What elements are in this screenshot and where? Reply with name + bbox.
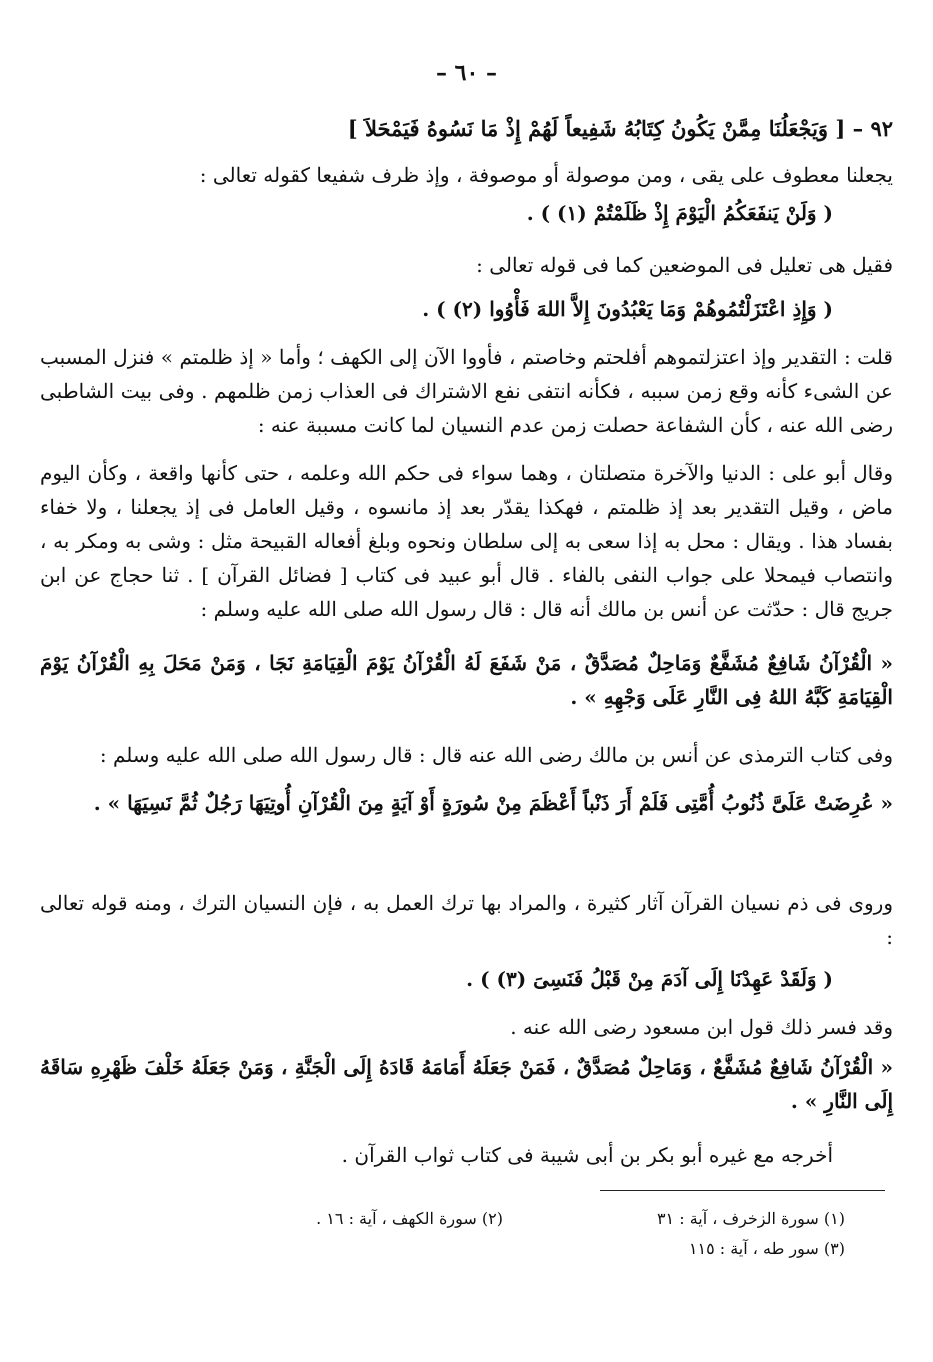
footnote-1: (١) سورة الزخرف ، آية : ٣١: [656, 1209, 845, 1228]
footnote-3: (٣) سور طه ، آية : ١١٥: [688, 1239, 845, 1258]
paragraph-5: وفى كتاب الترمذى عن أنس بن مالك رضى الله عنه قال : قال رسول الله صلى الله عليه وسلم :: [99, 743, 893, 767]
paragraph-4: وقال أبو على : الدنيا والآخرة متصلتان ، وهما سواء فى حكم الله وعلمه ، حتى كأنها واقعة ، وكأن اليوم ماض ، وقيل التقدير بعد إذ ظلمتم ، فهكذا يقدّر بعد إذ مانسوه ، وقيل العامل فى إذ يجعلنا ، ولا خفاء بفساد هذا . ويقال : محل به إذا سعى به إلى سلطان ونحوه وبلغ أفعاله القبيحة مثل : وشى به ومكر به ، وانتصاب فيمحلا على جواب النفى بالفاء . قال أبو عبيد فى كتاب [ فضائل القرآن ] . ثنا حجاج عن ابن جريج قال : حدّثت عن أنس بن مالك أنه قال : قال رسول الله صلى الله عليه وسلم :: [40, 461, 893, 621]
quran-verse-2: ( وَإِذِ اعْتَزَلْتُمُوهُمْ وَمَا يَعْبُدُونَ إِلاَّ اللهَ فَأْوُوا (٢) ) .: [422, 297, 833, 321]
paragraph-7: وقد فسر ذلك قول ابن مسعود رضى الله عنه .: [510, 1015, 893, 1039]
paragraph-8: أخرجه مع غيره أبو بكر بن أبى شيبة فى كتاب ثواب القرآن .: [341, 1143, 833, 1167]
hadith-1: « الْقُرْآنُ شَافِعٌ مُشَفَّعٌ وَمَاحِلٌ مُصَدَّقٌ ، مَنْ شَفَعَ لَهُ الْقُرْآنُ يَوْمَ الْقِيَامَةِ نَجَا ، وَمَنْ مَحَلَ بِهِ الْقُرْآنُ يَوْمَ الْقِيَامَةِ كَبَّهُ اللهُ فِى النَّارِ عَلَى وَجْهِهِ » .: [40, 651, 893, 709]
footnote-2: (٢) سورة الكهف ، آية : ١٦ .: [316, 1209, 503, 1228]
hadith-2: « عُرِضَتْ عَلَىَّ ذُنُوبُ أُمَّتِى فَلَمْ أَرَ ذَنْباً أَعْظَمَ مِنْ سُورَةٍ أَوْ آيَةٍ مِنَ الْقُرْآنِ أُوتِيَهَا رَجُلٌ ثُمَّ نَسِيَهَا » .: [93, 791, 893, 815]
quran-verse-1: ( وَلَنْ يَنفَعَكُمُ الْيَوْمَ إِذْ ظَلَمْتُمْ (١) ) .: [526, 201, 833, 225]
page-number: – ٦٠ –: [436, 60, 497, 86]
hadith-3: « الْقُرْآنُ شَافِعٌ مُشَفَّعٌ ، وَمَاحِلٌ مُصَدَّقٌ ، فَمَنْ جَعَلَهُ أَمَامَهُ قَادَهُ إِلَى الْجَنَّةِ ، وَمَنْ جَعَلَهُ خَلْفَ ظَهْرِهِ سَاقَهُ إِلَى النَّارِ » .: [40, 1055, 893, 1113]
paragraph-2: فقيل هى تعليل فى الموضعين كما فى قوله تعالى :: [476, 253, 893, 277]
quran-verse-3: ( وَلَقَدْ عَهِدْنَا إِلَى آدَمَ مِنْ قَبْلُ فَنَسِىَ (٣) ) .: [466, 967, 833, 991]
paragraph-1: يجعلنا معطوف على يقى ، ومن موصولة أو موصوفة ، وإذ ظرف شفيعا كقوله تعالى :: [199, 163, 893, 187]
verse-heading: ٩٢ – [ وَيَجْعَلُنَا مِمَّنْ يَكُونُ كِتَابُهُ شَفِيعاً لَهُمْ إِذْ مَا نَسُوهُ فَيَمْحَلاَ ]: [347, 116, 893, 141]
footnote-divider: [600, 1190, 885, 1191]
paragraph-3: قلت : التقدير وإذ اعتزلتموهم أفلحتم وخاصتم ، فأووا الآن إلى الكهف ؛ وأما « إذ ظلمتم » فنزل المسبب عن الشىء كأنه وقع زمن سببه ، فكأنه انتفى نفع الاشتراك فى العذاب زمن ظلمهم . وفى بيت الشاطبى رضى الله عنه ، كأن الشفاعة حصلت زمن عدم النسيان لما كانت مسببة عنه :: [40, 345, 893, 437]
paragraph-6: وروى فى ذم نسيان القرآن آثار كثيرة ، والمراد بها ترك العمل به ، فإن النسيان الترك ، ومنه قوله تعالى :: [40, 891, 893, 949]
